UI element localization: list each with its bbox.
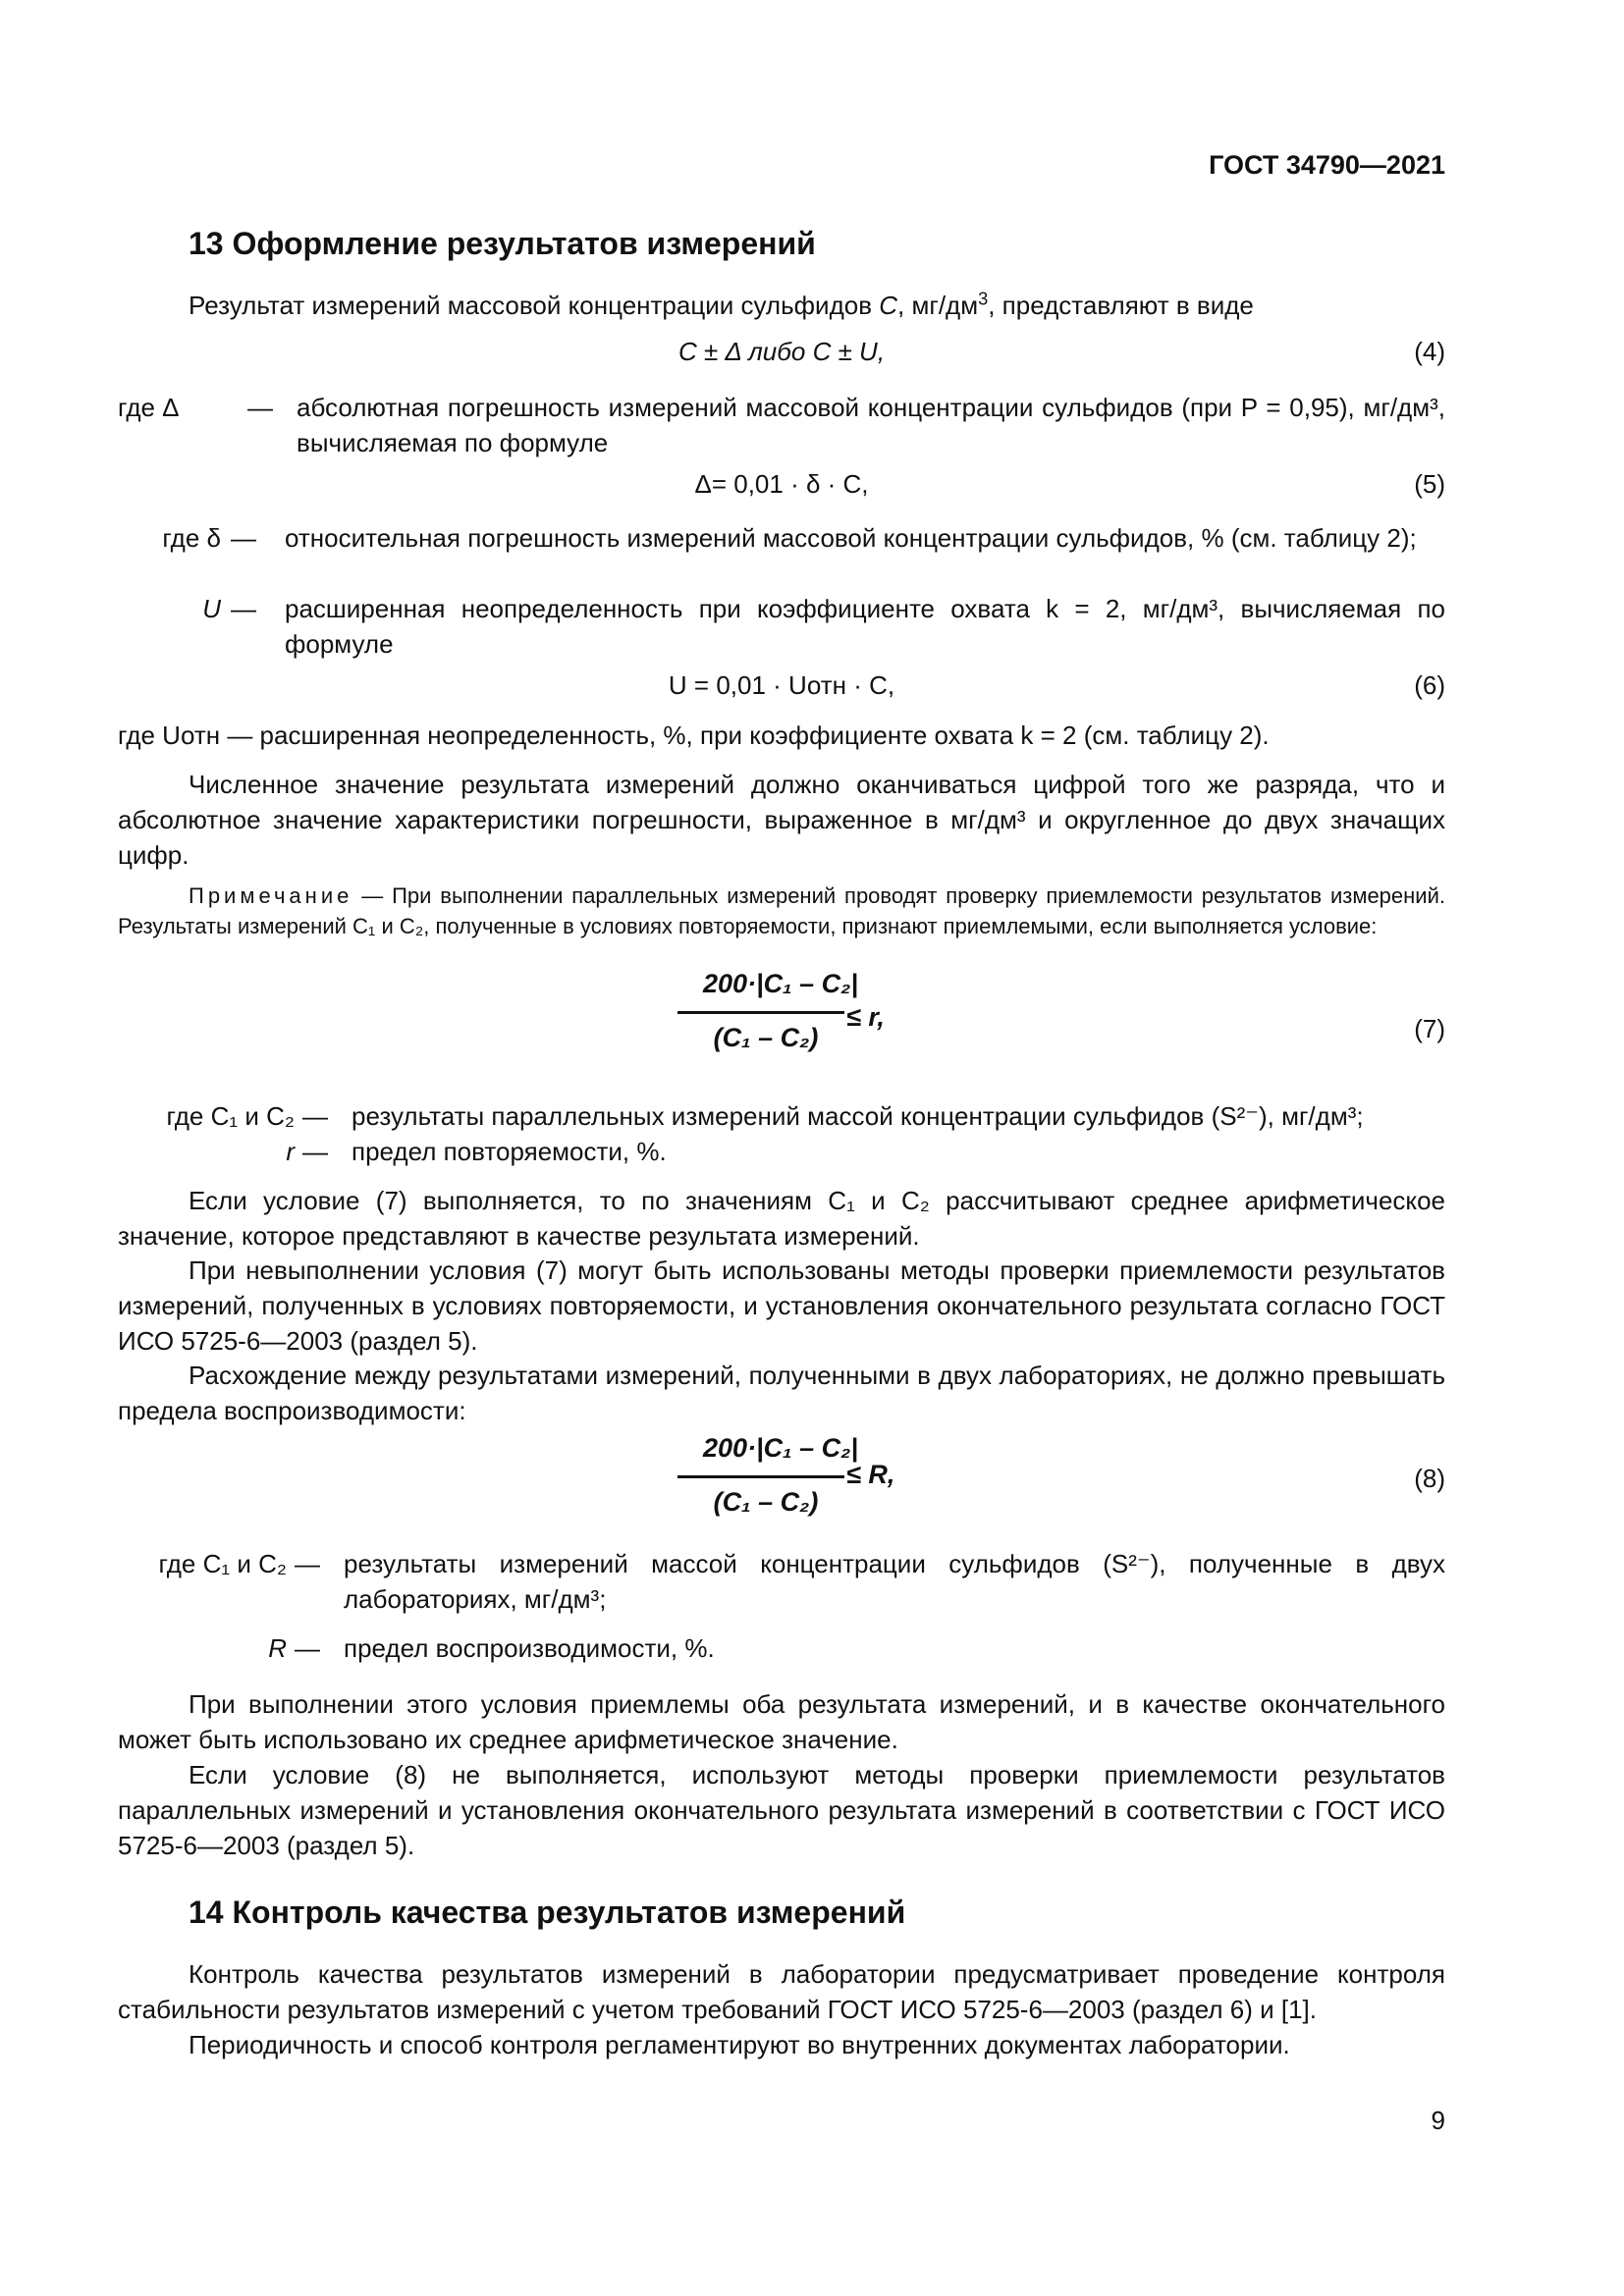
- equation-8-rhs: ≤ R,: [846, 1460, 895, 1489]
- section-13-title: 13 Оформление результатов измерений: [189, 226, 816, 261]
- document-code: ГОСТ 34790—2021: [1209, 150, 1445, 180]
- equation-6: U = 0,01 · Uотн · C,: [668, 670, 895, 700]
- where-u-rel: где Uотн — расширенная неопределенность, %, при коэффициенте охвата k = 2 (см. таблицу 2).: [118, 721, 1270, 750]
- section-14-paragraph-1: Контроль качества результатов измерений в лаборатории предусматривает проведение контроля стабильности результатов измерений с учетом требований ГОСТ ИСО 5725-6—2003 (раздел 6) и [1].: [118, 1959, 1445, 2024]
- where-delta-rel: где δ — относительная погрешность измерений массовой концентрации сульфидов, % (см. таблицу 2);: [162, 523, 1417, 553]
- paragraph-reproducibility: Расхождение между результатами измерений, полученными в двух лабораториях, не должно превышать предела воспроизводимости:: [118, 1361, 1445, 1425]
- where-c1-c2: где C₁ и C₂ — результаты параллельных измерений массой концентрации сульфидов (S²⁻), мг/дм³; r — предел повторяемости, %.: [166, 1101, 1364, 1166]
- paragraph-numeric-value: Численное значение результата измерений должно оканчиваться цифрой того же разряда, что и абсолютное значение характеристики погрешности, выраженное в мг/дм³ и округленное до двух значащих цифр.: [118, 770, 1445, 870]
- equation-4: C ± Δ либо C ± U,: [677, 337, 886, 366]
- section-13-intro: Результат измерений массовой концентрации сульфидов C, $мг/дм^3$, представляют в виде: [189, 289, 1254, 320]
- equation-5: Δ= 0,01 · δ · С,: [694, 469, 869, 499]
- paragraph-if-condition-7: Если условие (7) выполняется, то по значениям C₁ и C₂ рассчитывают среднее арифметическое значение, которое представляют в качестве результата измерений.: [118, 1186, 1445, 1251]
- equation-8-number: (8): [1414, 1464, 1445, 1493]
- equation-4-number: (4): [1414, 337, 1445, 366]
- equation-7-number: (7): [1414, 1014, 1445, 1043]
- paragraph-condition-8-not-met: Если условие (8) не выполняется, используют методы проверки приемлемости результатов параллельных измерений и установления окончательного результата измерений в соответствии с ГОСТ ИСО 5725-6—2003 (раздел 5).: [118, 1760, 1445, 1860]
- section-14-paragraph-2: Периодичность и способ контроля регламентируют во внутренних документах лаборатории.: [189, 2030, 1290, 2059]
- equation-8-numerator: 200·|C₁ – C₂|: [703, 1433, 858, 1463]
- equation-5-number: (5): [1414, 469, 1445, 499]
- where-delta: где Δ — абсолютная погрешность измерений массовой концентрации сульфидов (при P = 0,95), мг/дм³, вычисляемая по формуле: [118, 393, 1445, 457]
- page-number: 9: [1431, 2106, 1445, 2135]
- equation-7-denominator: (C₁ – C₂): [713, 1023, 819, 1052]
- note: Примечание — При выполнении параллельных измерений проводят проверку приемлемости результатов измерений. Результаты измерений C₁ и C₂, полученные в условиях повторяемости, признают приемлемыми, если выполняется условие:: [118, 883, 1445, 938]
- equation-8-fraction-bar: [677, 1475, 844, 1479]
- equation-8-denominator: (C₁ – C₂): [713, 1487, 819, 1517]
- paragraph-both-acceptable: При выполнении этого условия приемлемы оба результата измерений, и в качестве окончательного может быть использовано их среднее арифметическое значение.: [118, 1689, 1445, 1754]
- paragraph-condition-7-not-met: При невыполнении условия (7) могут быть использованы методы проверки приемлемости результатов измерений, полученных в условиях повторяемости, и установления окончательного результата согласно ГОСТ ИСО 5725-6—2003 (раздел 5).: [118, 1255, 1445, 1356]
- equation-6-number: (6): [1414, 670, 1445, 700]
- section-14-title: 14 Контроль качества результатов измерений: [189, 1895, 906, 1930]
- equation-7-numerator: 200·|C₁ – C₂|: [703, 969, 858, 998]
- equation-7-rhs: ≤ r,: [846, 1002, 885, 1032]
- equation-7-fraction-bar: [677, 1011, 844, 1015]
- where-c1-c2-labs: где C₁ и C₂ — результаты измерений массой концентрации сульфидов (S²⁻), полученные в двух лабораториях, мг/дм³; R — предел воспроизводимости, %.: [158, 1549, 1445, 1663]
- where-u: U — расширенная неопределенность при коэффициенте охвата k = 2, мг/дм³, вычисляемая по формуле: [202, 594, 1445, 659]
